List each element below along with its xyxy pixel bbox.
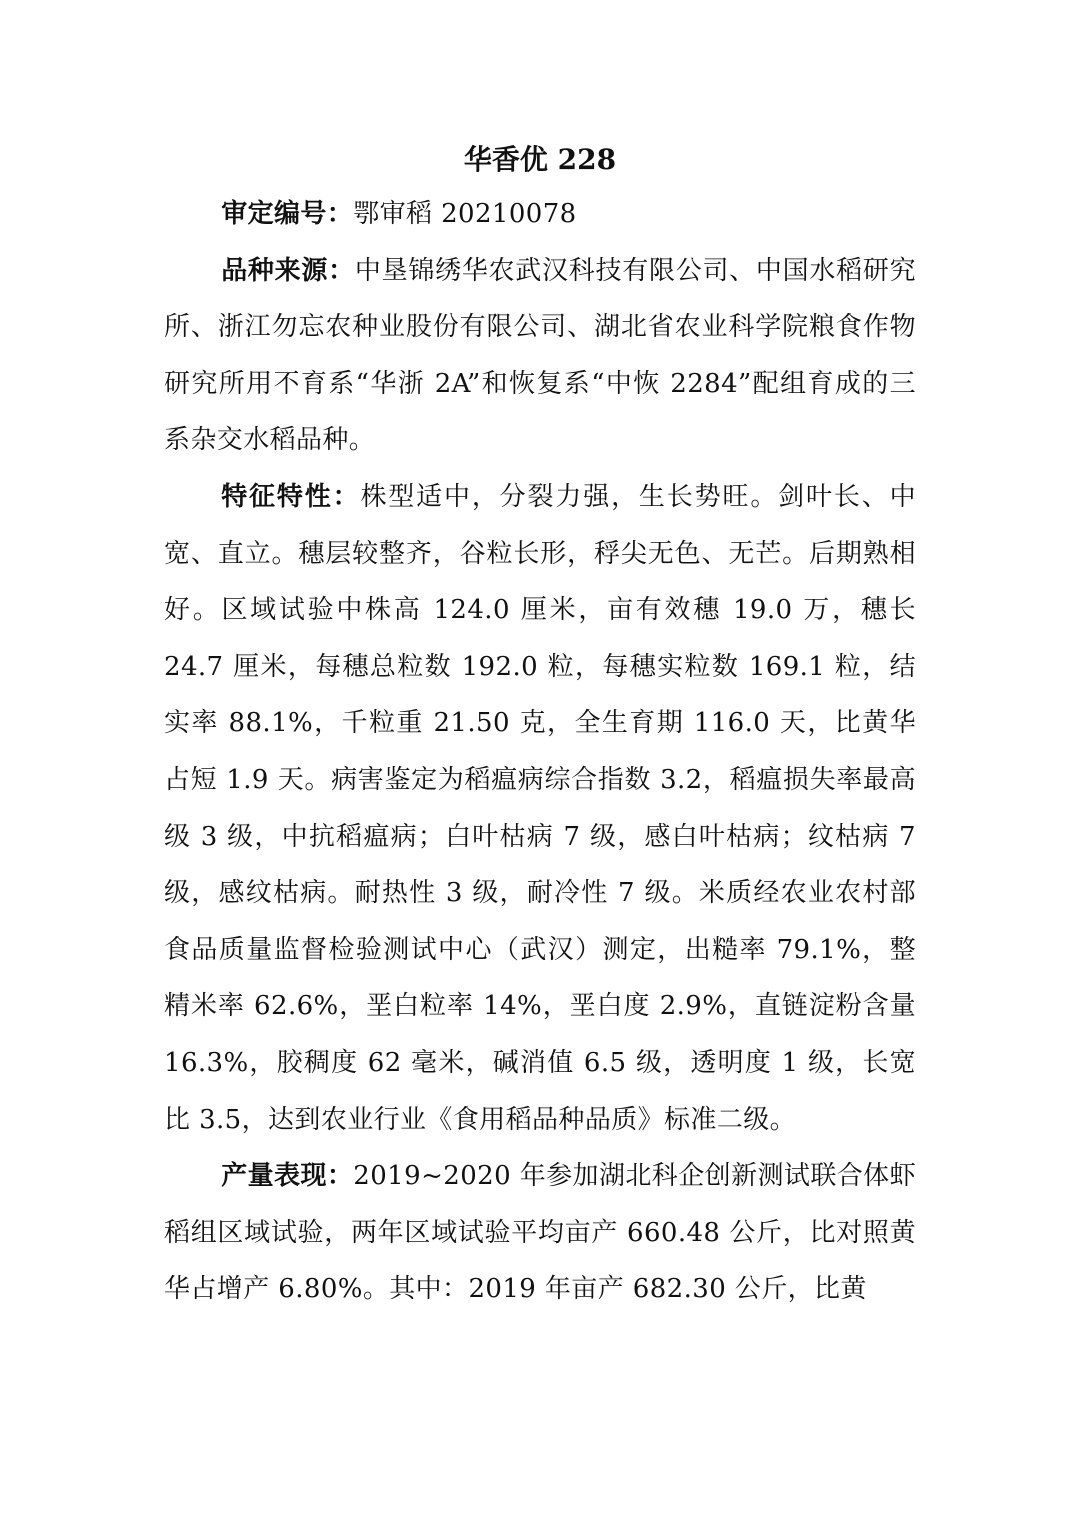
approval-number-value: 鄂审稻 20210078	[353, 199, 577, 229]
paragraph-characteristics	[164, 469, 916, 1148]
variety-source-label: 品种来源：	[221, 255, 355, 286]
paragraph-yield-performance	[164, 1148, 916, 1318]
document-title: 华香优 228	[463, 143, 617, 176]
characteristics-label: 特征特性：	[221, 481, 361, 512]
document-body	[164, 186, 916, 1318]
paragraph-variety-source	[164, 243, 916, 469]
yield-performance-text: 2019~2020 年参加湖北科企创新测试联合体虾稻组区域试验，两年区域试验平均亩产 660.48 公斤，比对照黄华占增产 6.80%。其中：2019 年亩产 682.30 公斤，比黄	[164, 1161, 916, 1305]
paragraph-approval-number	[164, 186, 916, 243]
approval-number-label: 审定编号：	[221, 199, 354, 229]
variety-source-text: 中垦锦绣华农武汉科技有限公司、中国水稻研究所、浙江勿忘农种业股份有限公司、湖北省农业科学院粮食作物研究所用不育系“华浙 2A”和恢复系“中恢 2284”配组育成的三系杂交水稻品种。	[164, 255, 916, 456]
yield-performance-label: 产量表现：	[221, 1161, 354, 1192]
characteristics-text: 株型适中，分裂力强，生长势旺。剑叶长、中宽、直立。穗层较整齐，谷粒长形，稃尖无色、无芒。后期熟相好。区域试验中株高 124.0 厘米，亩有效穗 19.0 万，穗长 24.7 厘米，每穗总粒数 192.0 粒，每穗实粒数 169.1 粒，结实率 88.1%，千粒重 21.50 克，全生育期 116.0 天，比黄华占短 1.9 天。病害鉴定为稻瘟病综合指数 3.2，稻瘟损失率最高级 3 级，中抗稻瘟病；白叶枯病 7 级，感白叶枯病；纹枯病 7 级，感纹枯病。耐热性 3 级，耐冷性 7 级。米质经农业农村部食品质量监督检验测试中心（武汉）测定，出糙率 79.1%，整精米率 62.6%，垩白粒率 14%，垩白度 2.9%，直链淀粉含量 16.3%，胶稠度 62 毫米，碱消值 6.5 级，透明度 1 级，长宽比 3.5，达到农业行业《食用稻品种品质》标准二级。	[164, 481, 916, 1135]
